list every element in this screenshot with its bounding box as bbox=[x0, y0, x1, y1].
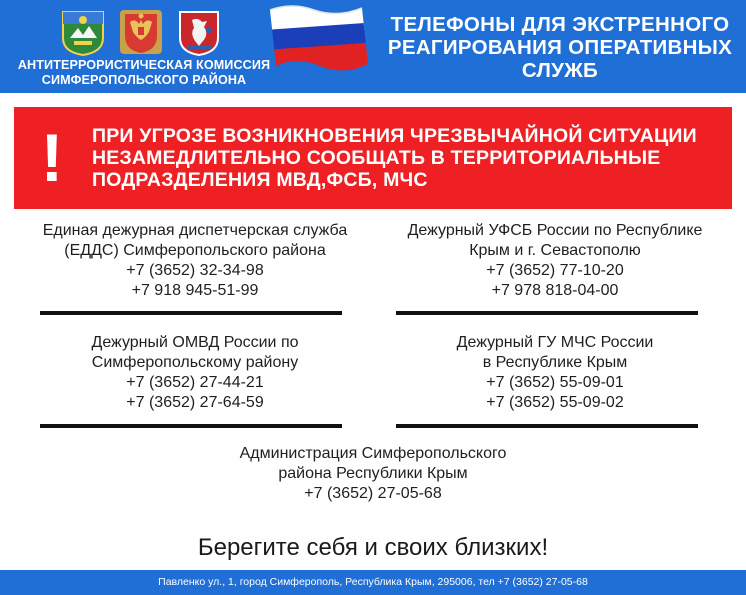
contact-name-line2: (ЕДДС) Симферопольского района bbox=[64, 242, 326, 259]
emblems-group bbox=[60, 8, 230, 58]
page-title bbox=[380, 13, 740, 82]
alert-message-line1: ПРИ УГРОЗЕ ВОЗНИКНОВЕНИЯ ЧРЕЗВЫЧАЙНОЙ СИТУАЦИИ bbox=[92, 125, 697, 147]
page-title-line3: СЛУЖБ bbox=[521, 59, 599, 82]
contact-name-line2: Симферопольскому району bbox=[91, 354, 299, 371]
header-banner bbox=[0, 0, 746, 93]
phone-number[interactable]: +7 (3652) 77-10-20 bbox=[486, 262, 624, 279]
alert-message bbox=[92, 125, 722, 191]
divider bbox=[40, 311, 342, 315]
contact-name-line1: Единая дежурная диспетчерская служба bbox=[42, 222, 348, 239]
commission-name-line2: СИМФЕРОПОЛЬСКОГО РАЙОНА bbox=[41, 73, 247, 87]
phone-number[interactable]: +7 (3652) 55-09-02 bbox=[486, 394, 624, 411]
contact-name-line2: Крым и г. Севастополю bbox=[469, 242, 641, 259]
contact-mchs bbox=[370, 333, 740, 413]
contact-name-line1: Дежурный ГУ МЧС России bbox=[456, 334, 654, 351]
phone-number[interactable]: +7 (3652) 32-34-98 bbox=[126, 262, 264, 279]
divider bbox=[40, 424, 342, 428]
phone-number[interactable]: +7 978 818-04-00 bbox=[491, 282, 619, 299]
russian-flag-icon bbox=[262, 0, 382, 93]
footer-address: Павленко ул., 1, город Симферополь, Республика Крым, 295006, тел +7 (3652) 27-05-68 bbox=[0, 570, 746, 595]
alert-message-line2: НЕЗАМЕДЛИТЕЛЬНО СООБЩАТЬ В ТЕРРИТОРИАЛЬНЫЕ bbox=[92, 147, 661, 169]
russia-coat-of-arms-icon bbox=[118, 8, 164, 56]
phone-number[interactable]: +7 (3652) 27-05-68 bbox=[304, 485, 442, 502]
contact-omvd bbox=[10, 333, 380, 413]
divider bbox=[396, 424, 698, 428]
contact-edds bbox=[10, 221, 380, 301]
contact-name-line1: Администрация Симферопольского bbox=[239, 445, 507, 462]
emergency-alert-banner bbox=[14, 107, 732, 209]
phone-number[interactable]: +7 (3652) 27-64-59 bbox=[126, 394, 264, 411]
district-coat-of-arms-icon bbox=[60, 8, 106, 56]
contact-ufsb bbox=[370, 221, 740, 301]
page-title-line2: РЕАГИРОВАНИЯ ОПЕРАТИВНЫХ bbox=[387, 36, 733, 59]
contact-name-line2: района Республики Крым bbox=[278, 465, 468, 482]
slogan: Берегите себя и своих близких! bbox=[197, 534, 549, 561]
phone-number[interactable]: +7 (3652) 27-44-21 bbox=[126, 374, 264, 391]
commission-name bbox=[8, 58, 280, 88]
crimea-coat-of-arms-icon bbox=[176, 8, 222, 56]
exclamation-icon: ! bbox=[40, 120, 64, 196]
commission-name-line1: АНТИТЕРРОРИСТИЧЕСКАЯ КОМИССИЯ bbox=[17, 58, 271, 72]
contact-name-line1: Дежурный ОМВД России по bbox=[91, 334, 299, 351]
phone-number[interactable]: +7 (3652) 55-09-01 bbox=[486, 374, 624, 391]
phone-number[interactable]: +7 918 945-51-99 bbox=[131, 282, 259, 299]
contact-name-line1: Дежурный УФСБ России по Республике bbox=[407, 222, 703, 239]
alert-message-line3: ПОДРАЗДЕЛЕНИЯ МВД,ФСБ, МЧС bbox=[92, 169, 428, 191]
contact-name-line2: в Республике Крым bbox=[482, 354, 628, 371]
divider bbox=[396, 311, 698, 315]
page-title-line1: ТЕЛЕФОНЫ ДЛЯ ЭКСТРЕННОГО bbox=[390, 13, 730, 36]
contact-administration bbox=[188, 444, 558, 504]
